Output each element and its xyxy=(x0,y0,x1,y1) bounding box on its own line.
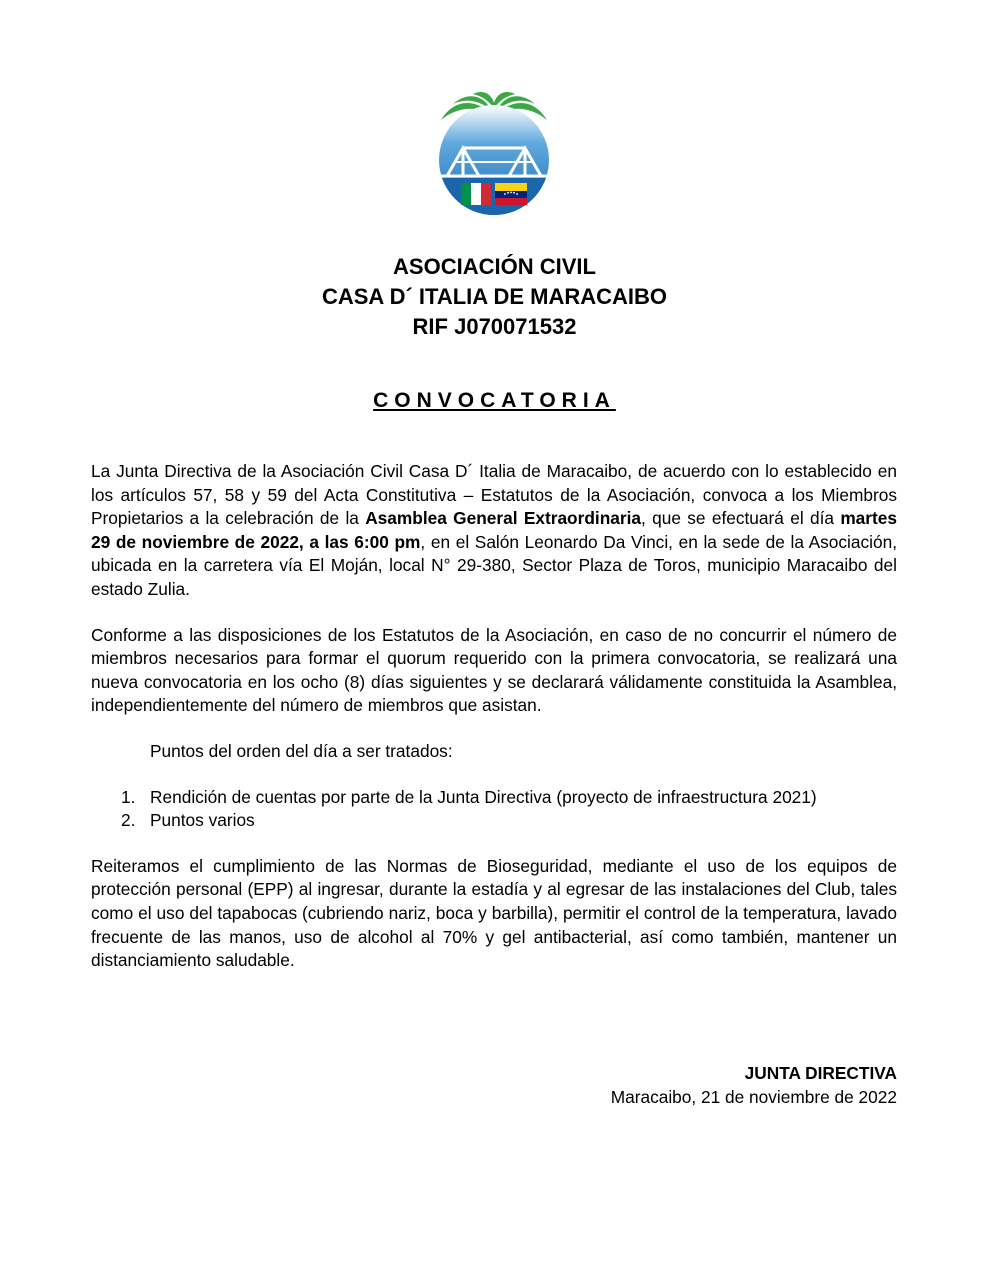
document-title: CONVOCATORIA xyxy=(373,389,616,412)
signature-org: JUNTA DIRECTIVA xyxy=(744,1063,897,1083)
paragraph-text: , en el Salón Leonardo Da Vinci, en la sede de la Asociación, ubicada en la carretera vía El Moján, local N° 29-380, Sector Plaza de Toros, municipio Maracaibo del estado Zulia. xyxy=(91,531,898,599)
paragraph-text: La Junta Directiva de la Asociación Civil Casa D´ Italia de Maracaibo, de acuerdo con lo establecido en los artículos 57, 58 y 59 del Acta Constitutiva – Estatutos de la Asociación, convoca a los Miembros Propietarios a la celebración de la xyxy=(91,461,897,529)
list-item-number: 2. xyxy=(121,810,136,831)
document-body xyxy=(91,460,897,995)
association-name: ASOCIACIÓN CIVIL xyxy=(393,254,596,279)
agenda-list xyxy=(91,786,897,833)
paragraph-biosafety: Reiteramos el cumplimiento de las Normas de Bioseguridad, mediante el uso de los equipos de protección personal (EPP) al ingresar, durante la estadía y al egresar de las instalaciones del Club, tales como el uso del tapabocas (cubriendo nariz, boca y barbilla), permitir el control de la temperatura, lavado frecuente de las manos, uso de alcohol al 70% y gel antibacterial, así como también, mantener un distanciamiento saludable. xyxy=(91,855,897,971)
paragraph-quorum: Conforme a las disposiciones de los Estatutos de la Asociación, en caso de no concurrir el número de miembros necesarios para formar el quorum requerido con la primera convocatoria, se realizará una nueva convocatoria en los ocho (8) días siguientes y se declarará válidamente constituida la Asamblea, independientemente del número de miembros que asistan. xyxy=(91,624,897,716)
list-item-number: 1. xyxy=(121,786,136,807)
paragraph-text: , que se efectuará el día xyxy=(641,508,841,529)
assembly-date-time: martes 29 de noviembre de 2022, a las 6:00 pm xyxy=(91,508,897,552)
club-logo xyxy=(433,90,555,220)
list-item xyxy=(91,786,897,810)
assembly-type: Asamblea General Extraordinaria xyxy=(365,508,642,529)
document-header xyxy=(0,252,989,342)
signature-block xyxy=(611,1062,897,1109)
venezuela-flag-icon xyxy=(495,183,527,205)
rif-number: RIF J070071532 xyxy=(412,314,577,339)
agenda-intro: Puntos del orden del día a ser tratados: xyxy=(150,740,453,761)
list-item-text: Rendición de cuentas por parte de la Junta Directiva (proyecto de infraestructura 2021) xyxy=(150,786,817,807)
italy-flag-icon xyxy=(461,183,491,205)
signature-place-date: Maracaibo, 21 de noviembre de 2022 xyxy=(610,1086,897,1107)
club-name: CASA D´ ITALIA DE MARACAIBO xyxy=(321,284,668,309)
list-item xyxy=(91,809,897,833)
paragraph-convocation xyxy=(91,460,897,602)
list-item-text: Puntos varios xyxy=(150,810,255,831)
